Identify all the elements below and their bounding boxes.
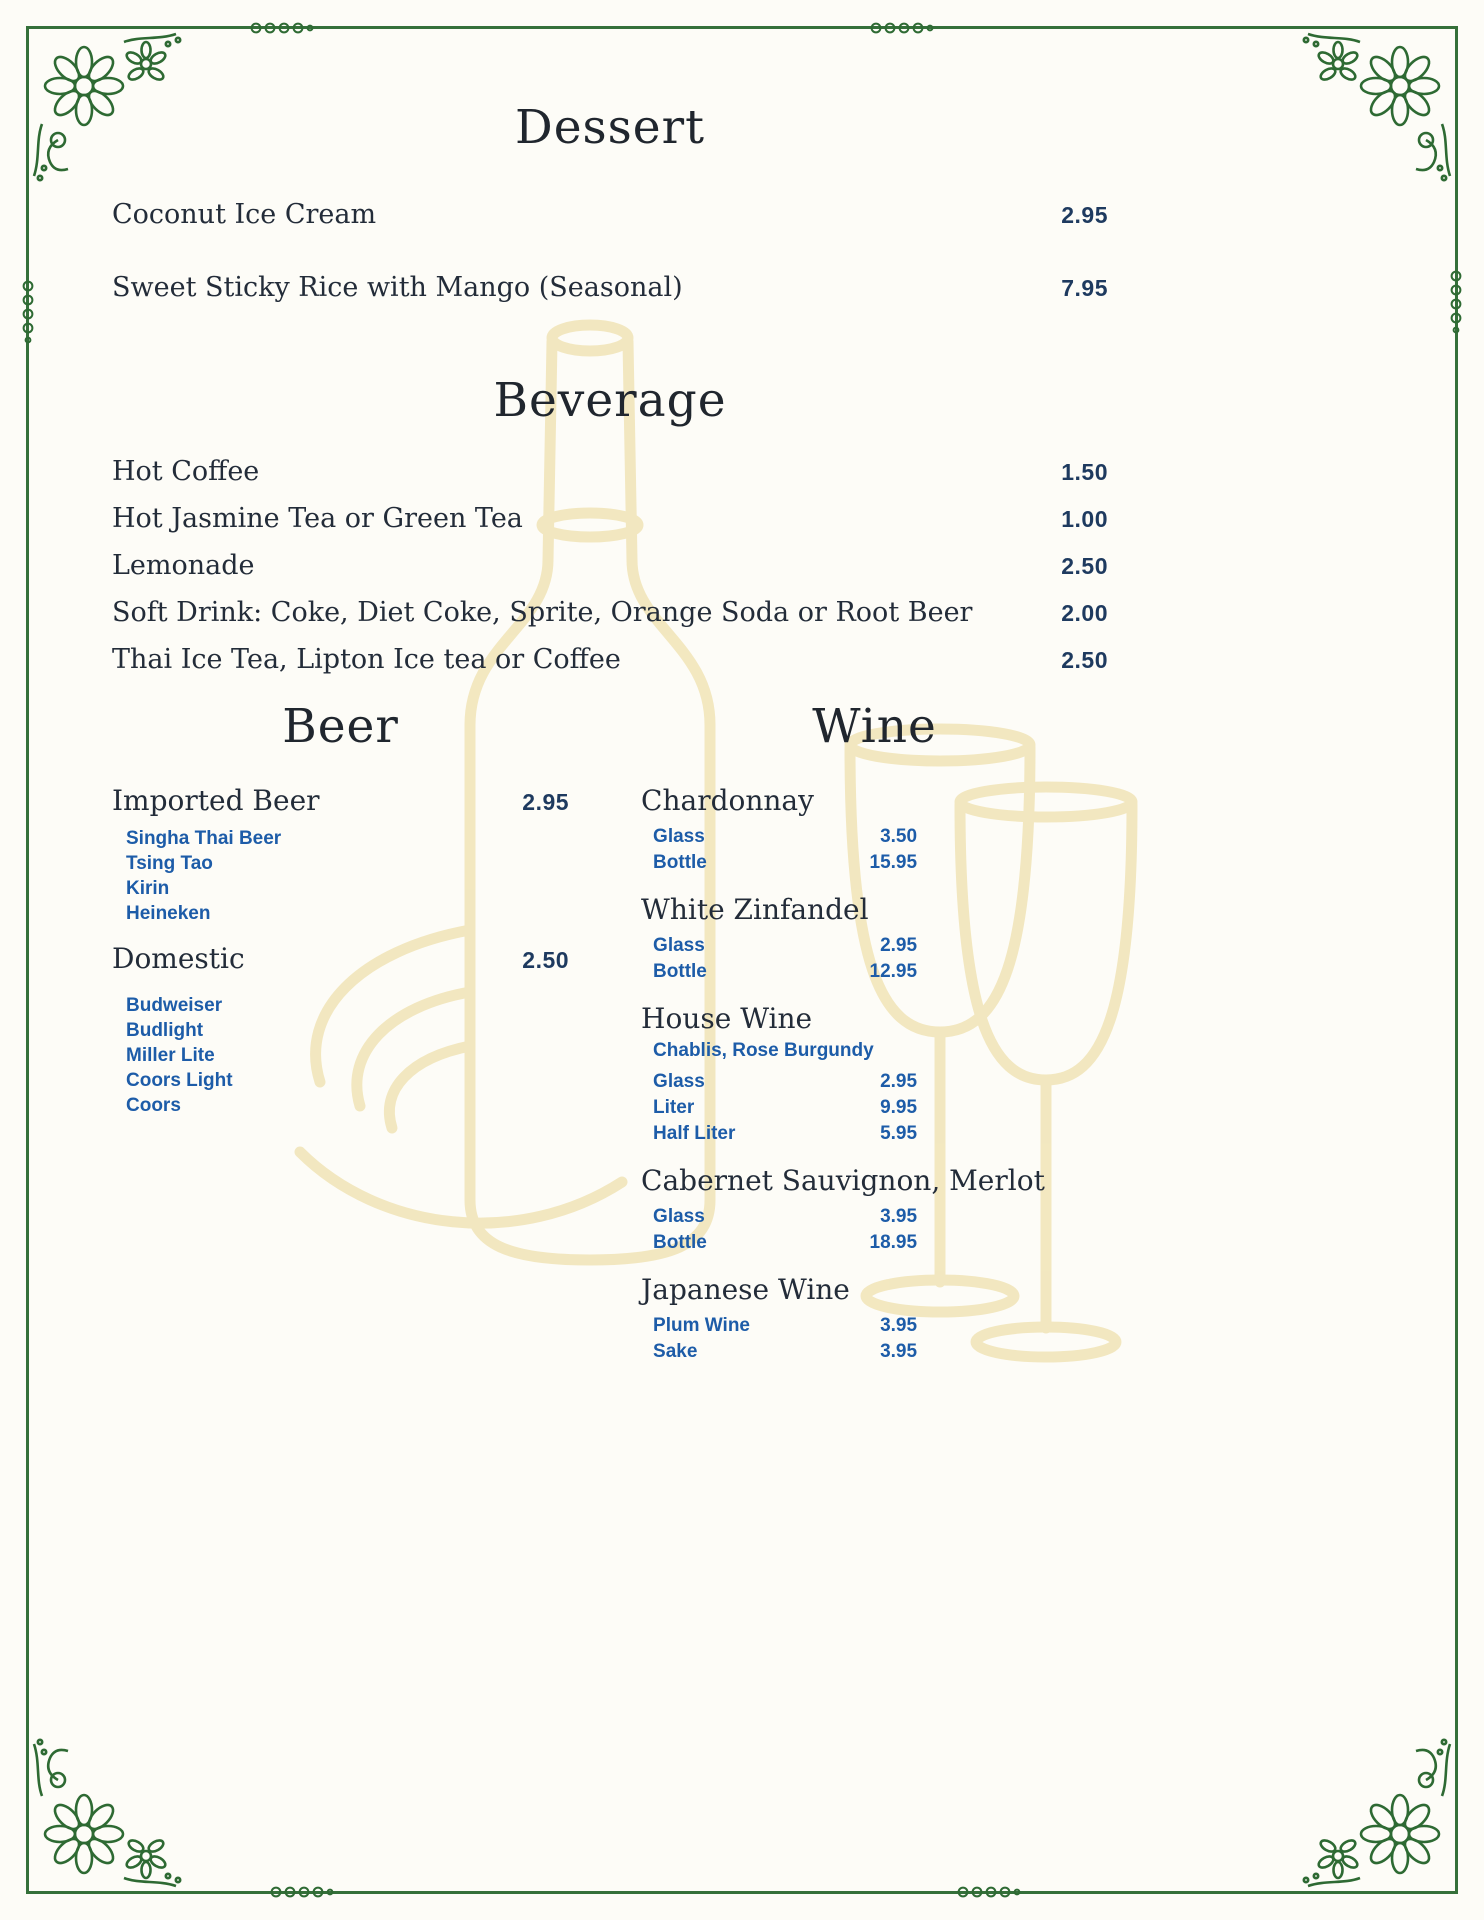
corner-ornament-bottom-right [1296,1732,1456,1892]
wine-option-price: 5.95 [880,1123,918,1144]
beer-group-name: Domestic [112,942,245,975]
section-title-beer: Beer [282,699,399,754]
wine-option-label: Glass [653,1206,705,1227]
wine-option-label: Half Liter [653,1123,736,1144]
wine-option-label: Glass [653,826,705,847]
beer-group-domestic [112,942,569,1118]
wine-option-list [653,933,917,985]
beer-brand: Singha Thai Beer [126,828,282,849]
wine-group-name: House Wine [641,1002,813,1035]
border-bead-ornament-top-right [868,21,938,35]
border-bead-ornament-bottom-right [955,1885,1025,1899]
wine-option-price: 18.95 [869,1232,918,1253]
beer-group-name: Imported Beer [112,784,320,817]
wine-group-name: White Zinfandel [641,893,869,926]
wine-group-white-zinfandel [641,893,1108,985]
menu-item [112,644,1108,675]
wine-option-label: Glass [653,935,705,956]
corner-ornament-bottom-left [28,1732,188,1892]
wine-option [653,850,917,876]
menu-item [112,456,1108,487]
beer-brand-list [126,826,569,926]
wine-option-price: 3.50 [880,826,918,847]
beer-brand: Coors Light [126,1070,233,1091]
wine-option [653,1230,917,1256]
menu-item-price: 2.95 [1061,202,1108,228]
wine-option-price: 12.95 [869,961,918,982]
wine-group-name: Japanese Wine [641,1273,850,1306]
section-title-beverage: Beverage [493,373,727,428]
wine-option-label: Plum Wine [653,1315,750,1336]
wine-option [653,1069,917,1095]
wine-option-label: Glass [653,1071,705,1092]
beer-brand: Kirin [126,878,170,899]
border-bead-ornament-left [21,278,35,348]
beer-brand: Budweiser [126,995,223,1016]
wine-group-cabernet-merlot [641,1164,1108,1256]
wine-group-chardonnay [641,784,1108,876]
menu-item-price: 2.00 [1061,600,1108,626]
wine-option-price: 3.95 [880,1315,918,1336]
wine-option [653,933,917,959]
border-bead-ornament-bottom-left [268,1885,338,1899]
wine-option [653,1121,917,1147]
beer-group-header [112,942,569,975]
wine-option-price: 15.95 [869,852,918,873]
menu-item [112,597,1108,628]
menu-item-name: Sweet Sticky Rice with Mango (Seasonal) [112,272,683,303]
wine-option [653,1313,917,1339]
wine-option-list [653,1069,917,1147]
wine-section [641,699,1108,1382]
menu-item-price: 7.95 [1061,275,1108,301]
wine-option-price: 9.95 [880,1097,918,1118]
wine-group-house-wine [641,1002,1108,1147]
wine-option-list [653,1313,917,1365]
beer-group-header [112,784,569,817]
wine-option-label: Bottle [653,852,707,873]
wine-option-price: 3.95 [880,1206,918,1227]
wine-group-japanese-wine [641,1273,1108,1365]
menu-content [112,92,1108,1382]
menu-item-name: Soft Drink: Coke, Diet Coke, Sprite, Orange Soda or Root Beer [112,597,973,628]
menu-item [112,272,1108,303]
wine-option-list [653,1204,917,1256]
wine-group-name: Chardonnay [641,784,814,817]
beer-group-price: 2.50 [522,947,570,973]
beer-brand: Coors [126,1095,181,1116]
menu-item-price: 2.50 [1061,553,1108,579]
wine-option [653,1095,917,1121]
menu-item-price: 2.50 [1061,647,1108,673]
wine-option-label: Sake [653,1341,698,1362]
beer-brand-list [126,993,569,1118]
wine-option-price: 3.95 [880,1341,918,1362]
menu-item-name: Hot Coffee [112,456,260,487]
wine-option [653,824,917,850]
menu-item-name: Thai Ice Tea, Lipton Ice tea or Coffee [112,644,621,675]
section-title-wine: Wine [812,699,937,754]
menu-item [112,550,1108,581]
beer-brand: Heineken [126,903,211,924]
menu-item-price: 1.50 [1061,459,1108,485]
beer-brand: Budlight [126,1020,204,1041]
menu-item [112,199,1108,230]
wine-option-list [653,824,917,876]
corner-ornament-top-right [1296,28,1456,188]
border-bead-ornament-right [1449,268,1463,338]
beer-brand: Tsing Tao [126,853,213,874]
menu-item-name: Lemonade [112,550,255,581]
beer-brand: Miller Lite [126,1045,215,1066]
beer-group-imported [112,784,569,926]
wine-group-note: Chablis, Rose Burgundy [653,1040,874,1061]
menu-item [112,503,1108,534]
wine-option-price: 2.95 [880,1071,918,1092]
beer-group-price: 2.95 [522,789,570,815]
wine-option-label: Bottle [653,1232,707,1253]
border-bead-ornament-top-left [248,21,318,35]
section-title-dessert: Dessert [515,100,705,155]
menu-item-name: Coconut Ice Cream [112,199,377,230]
wine-option [653,1204,917,1230]
wine-option [653,959,917,985]
beer-wine-columns [112,699,1108,1382]
beer-section [112,699,569,1382]
wine-group-name: Cabernet Sauvignon, Merlot [641,1164,1045,1197]
wine-option [653,1339,917,1365]
wine-option-price: 2.95 [880,935,918,956]
menu-item-price: 1.00 [1061,506,1108,532]
wine-option-label: Bottle [653,961,707,982]
wine-option-label: Liter [653,1097,695,1118]
menu-item-name: Hot Jasmine Tea or Green Tea [112,503,523,534]
